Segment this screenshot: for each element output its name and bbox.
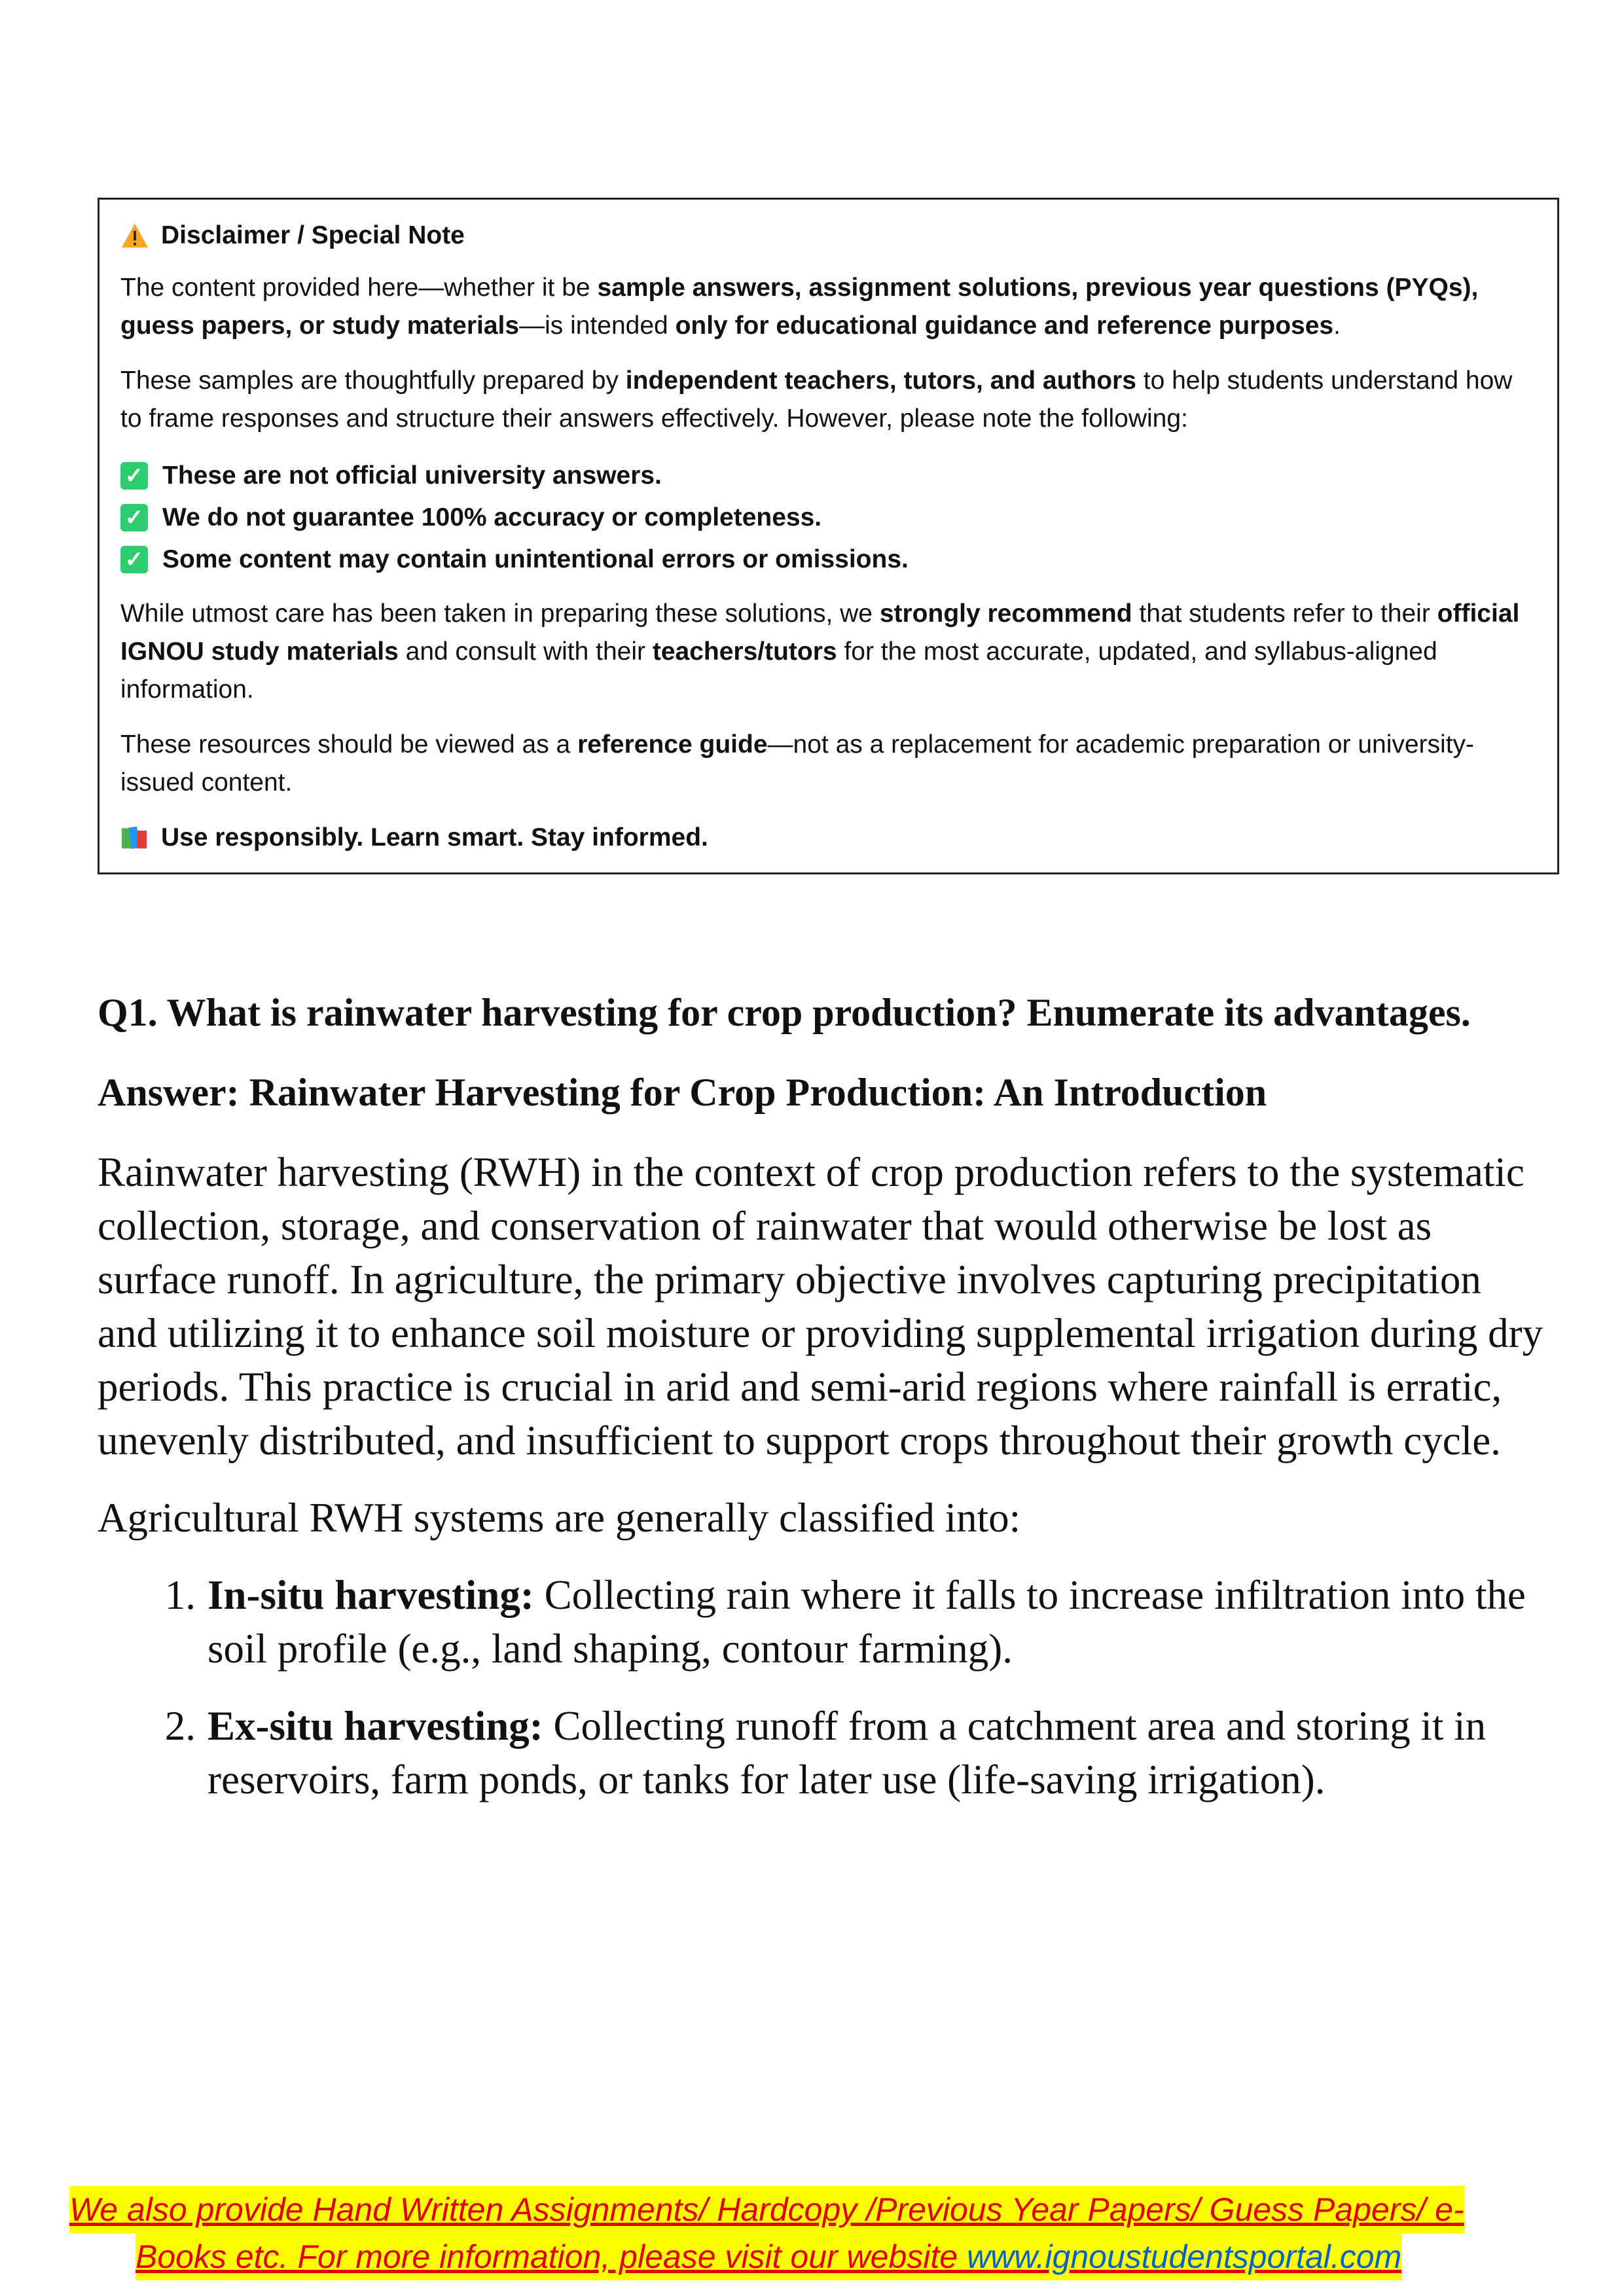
page-content (98, 198, 1559, 1830)
paragraph: Agricultural RWH systems are generally classified into: (98, 1495, 1021, 1541)
bold-text: sample answers, assignment solutions, previous year questions (PYQs), guess papers, or study materials (120, 274, 1479, 340)
disclaimer-paragraph (120, 726, 1536, 802)
check-item (120, 497, 1536, 539)
books-icon (120, 825, 149, 851)
text: These samples are thoughtfully prepared by (120, 367, 626, 395)
bold-text: only for educational guidance and reference purposes (675, 312, 1334, 340)
check-item (120, 455, 1536, 497)
footer-text: Books etc. For more information, please visit our website (135, 2238, 967, 2275)
list-item (98, 1699, 1544, 1806)
list-content (208, 1699, 1544, 1806)
check-icon: ✓ (120, 546, 148, 573)
bold-text: independent teachers, tutors, and authors (625, 367, 1136, 395)
answer-body (98, 1145, 1544, 1806)
text: . (1333, 312, 1341, 340)
list-text: Collecting rain where it falls to increase infiltration into the soil profile (e.g., land shaping, contour farming). (208, 1572, 1526, 1672)
text: The content provided here—whether it be (120, 274, 598, 302)
text: for the most accurate, updated, and syllabus-aligned information. (120, 637, 1437, 704)
check-text: We do not guarantee 100% accuracy or completeness. (162, 503, 822, 531)
disclaimer-box (98, 198, 1559, 874)
closing-line (120, 819, 1536, 857)
list-term: In-situ harvesting: (208, 1572, 534, 1618)
paragraph: Rainwater harvesting (RWH) in the context of crop production refers to the systematic collection, storage, and conservation of rainwater that would otherwise be lost as surface runoff. In agriculture, the primary objective involves capturing precipitation and utilizing it to enhance soil moisture or providing supplemental irrigation during dry periods. This practice is crucial in arid and semi-arid regions where rainfall is erratic, unevenly distributed, and insufficient to support crops throughout their growth cycle. (98, 1149, 1543, 1463)
text: —is intended (519, 312, 676, 340)
answer-heading: Answer: Rainwater Harvesting for Crop Production: An Introduction (98, 1071, 1267, 1114)
bold-text: official IGNOU study materials (120, 600, 1520, 666)
text: and consult with their (398, 637, 653, 666)
check-item (120, 539, 1536, 581)
bold-text: teachers/tutors (652, 637, 837, 666)
list-number: 1. (164, 1572, 196, 1618)
list-content (208, 1568, 1544, 1676)
closing-text: Use responsibly. Learn smart. Stay informed. (161, 823, 708, 852)
list-number: 2. (164, 1703, 196, 1749)
disclaimer-paragraph (120, 362, 1536, 438)
text: These resources should be viewed as a (120, 730, 578, 759)
list-term: Ex-situ harvesting: (208, 1703, 543, 1749)
check-list (120, 455, 1536, 581)
check-text: These are not official university answers. (162, 461, 662, 490)
list-item (98, 1568, 1544, 1676)
website-link[interactable]: www.ignoustudentsportal.com (966, 2238, 1402, 2275)
disclaimer-heading (120, 217, 1536, 255)
check-icon: ✓ (120, 462, 148, 490)
list-text: Collecting runoff from a catchment area and storing it in reservoirs, farm ponds, or tanks for later use (life-saving irrigation). (208, 1703, 1487, 1803)
disclaimer-paragraph (120, 595, 1536, 709)
bold-text: strongly recommend (879, 600, 1132, 628)
disclaimer-title: Disclaimer / Special Note (161, 221, 465, 249)
bold-text: reference guide (577, 730, 768, 759)
disclaimer-paragraph (120, 269, 1536, 345)
check-text: Some content may contain unintentional errors or omissions. (162, 545, 909, 573)
text: to help students understand how to frame responses and structure their answers effectively. However, please note the following: (120, 367, 1513, 433)
warning-icon (120, 221, 149, 250)
text: While utmost care has been taken in preparing these solutions, we (120, 600, 880, 628)
footer-line-1: We also provide Hand Written Assignments/ Hardcopy /Previous Year Papers/ Guess Papers/ e- (69, 2186, 1464, 2233)
check-icon: ✓ (120, 504, 148, 531)
text: —not as a replacement for academic preparation or university-issued content. (120, 730, 1475, 797)
classification-list (98, 1568, 1544, 1806)
footer-line-2 (135, 2233, 1401, 2280)
question-heading: Q1. What is rainwater harvesting for crop production? Enumerate its advantages. (98, 991, 1471, 1034)
text: that students refer to their (1132, 600, 1437, 628)
